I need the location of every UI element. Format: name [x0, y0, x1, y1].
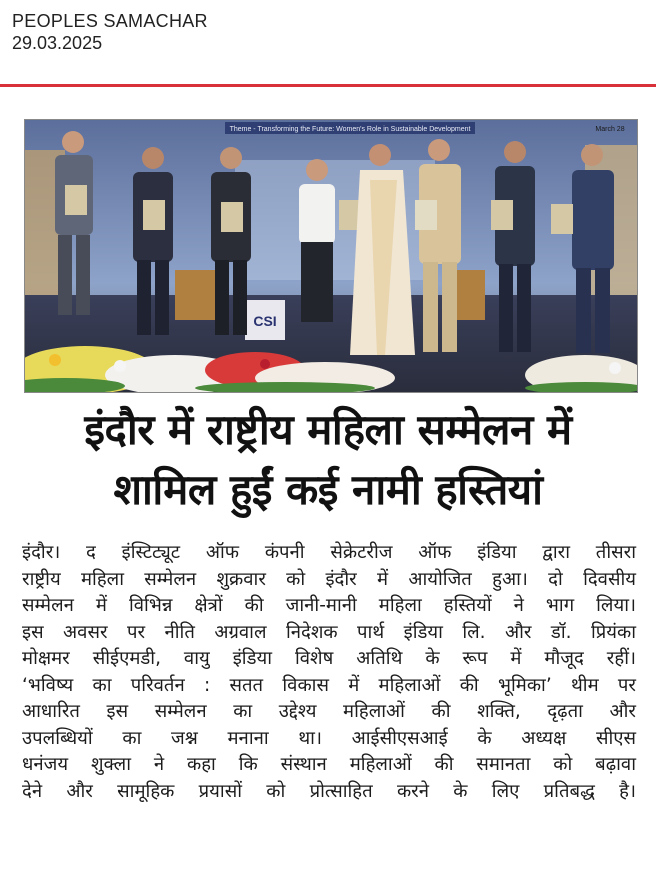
header-divider: [0, 84, 656, 87]
masthead: [12, 10, 208, 54]
article-line: धनंजय शुक्ला ने कहा कि संस्थान महिलाओं की समानता को बढ़ावा: [22, 754, 636, 775]
podium-label: CSI: [253, 313, 277, 329]
headline-line-2: शामिल हुईं कई नामी हस्तियां: [113, 465, 543, 514]
article-body: [22, 540, 636, 805]
article-line: इस अवसर पर नीति अग्रवाल निदेशक पार्थ इंडिया लि. और डॉ. प्रियंका: [22, 621, 636, 643]
article-line: आधारित इस सम्मेलन का उद्देश्य महिलाओं की शक्ति, दृढ़ता और: [22, 701, 636, 722]
headline-line-1: इंदौर में राष्ट्रीय महिला सम्मेलन में: [84, 405, 572, 454]
article-line: राष्ट्रीय महिला सम्मेलन शुक्रवार को इंदौर में आयोजित हुआ। दो दिवसीय: [22, 568, 636, 590]
article-line: इंदौर। द इंस्टिट्यूट ऑफ कंपनी सेक्रेटरीज ऑफ इंडिया द्वारा तीसरा: [22, 542, 636, 563]
publication-name: PEOPLES SAMACHAR: [12, 11, 208, 31]
article-line: उपलब्धियों का जश्न मनाना था। आईसीएसआई के अध्यक्ष सीएस: [22, 727, 636, 749]
banner-corner-label: March 28: [595, 126, 625, 133]
event-photo: [24, 119, 638, 393]
article-line: सम्मेलन में विभिन्न क्षेत्रों की जानी-मानी महिला हस्तियों ने भाग लिया।: [22, 595, 636, 616]
headline: [20, 400, 636, 520]
article-line: देने और सामूहिक प्रयासों को प्रोत्साहित करने के लिए प्रतिबद्ध है।: [22, 780, 636, 802]
article-line: मोक्षमर सीईएमडी, वायु इंडिया विशेष अतिथि के रूप में मौजूद रहीं।: [22, 648, 636, 669]
publication-date: 29.03.2025: [12, 33, 103, 53]
article-line: ‘भविष्य का परिवर्तन : सतत विकास में महिलाओं की भूमिका’ थीम पर: [22, 674, 636, 696]
banner-text: Theme - Transforming the Future: Women's Role in Sustainable Development: [229, 126, 471, 133]
